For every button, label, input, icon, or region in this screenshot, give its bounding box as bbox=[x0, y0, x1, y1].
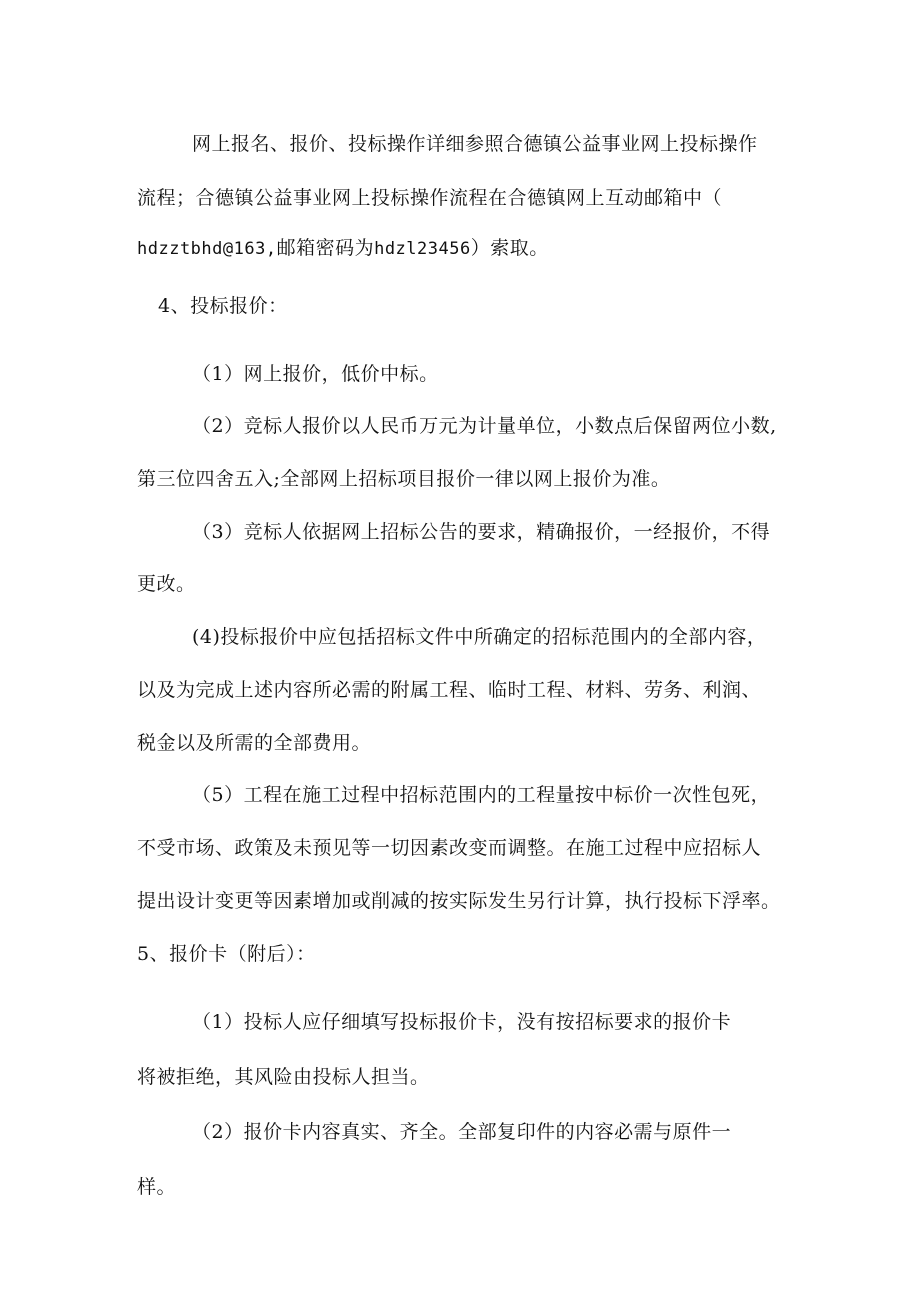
section-4-heading: 4、投标报价： bbox=[158, 295, 288, 317]
password-value: hdzl23456 bbox=[374, 239, 471, 259]
s4-item-4-line-3: 税金以及所需的全部费用。 bbox=[137, 732, 372, 754]
s4-item-4-line-2: 以及为完成上述内容所必需的附属工程、临时工程、材料、劳务、利润、 bbox=[137, 679, 762, 701]
intro-line-2: 流程；合德镇公益事业网上投标操作流程在合德镇网上互动邮箱中（ bbox=[137, 187, 723, 209]
email-address: hdzztbhd@163, bbox=[137, 239, 277, 259]
s4-item-2-line-2: 第三位四舍五入;全部网上招标项目报价一律以网上报价为准。 bbox=[137, 468, 671, 490]
s5-item-1-line-2: 将被拒绝，其风险由投标人担当。 bbox=[137, 1066, 430, 1088]
s4-item-5-line-2: 不受市场、政策及未预见等一切因素改变而调整。在施工过程中应招标人 bbox=[137, 837, 762, 859]
s5-item-1-line-1: （1）投标人应仔细填写投标报价卡，没有按招标要求的报价卡 bbox=[192, 1011, 732, 1033]
section-5-heading: 5、报价卡（附后）： bbox=[137, 943, 316, 965]
s4-item-1-line-1: （1）网上报价，低价中标。 bbox=[192, 363, 439, 385]
intro-line-3-end: ）索取。 bbox=[470, 237, 549, 259]
s5-item-2-line-2: 样。 bbox=[137, 1176, 177, 1198]
s4-item-4-line-1: (4)投标报价中应包括招标文件中所确定的招标范围内的全部内容， bbox=[192, 626, 767, 648]
s4-item-5-line-1: （5）工程在施工过程中招标范围内的工程量按中标价一次性包死， bbox=[192, 784, 771, 806]
s4-item-2-line-1: （2）竞标人报价以人民币万元为计量单位，小数点后保留两位小数, bbox=[192, 415, 777, 437]
s4-item-5-line-3: 提出设计变更等因素增加或削减的按实际发生另行计算，执行投标下浮率。 bbox=[137, 890, 781, 912]
s5-item-2-line-1: （2）报价卡内容真实、齐全。全部复印件的内容必需与原件一 bbox=[192, 1121, 732, 1143]
intro-line-1: 网上报名、报价、投标操作详细参照合德镇公益事业网上投标操作 bbox=[192, 133, 758, 155]
s4-item-3-line-1: （3）竞标人依据网上招标公告的要求，精确报价，一经报价，不得 bbox=[192, 521, 771, 543]
s4-item-3-line-2: 更改。 bbox=[137, 573, 196, 595]
intro-line-3 bbox=[137, 236, 549, 261]
password-label: 邮箱密码为 bbox=[276, 237, 375, 259]
